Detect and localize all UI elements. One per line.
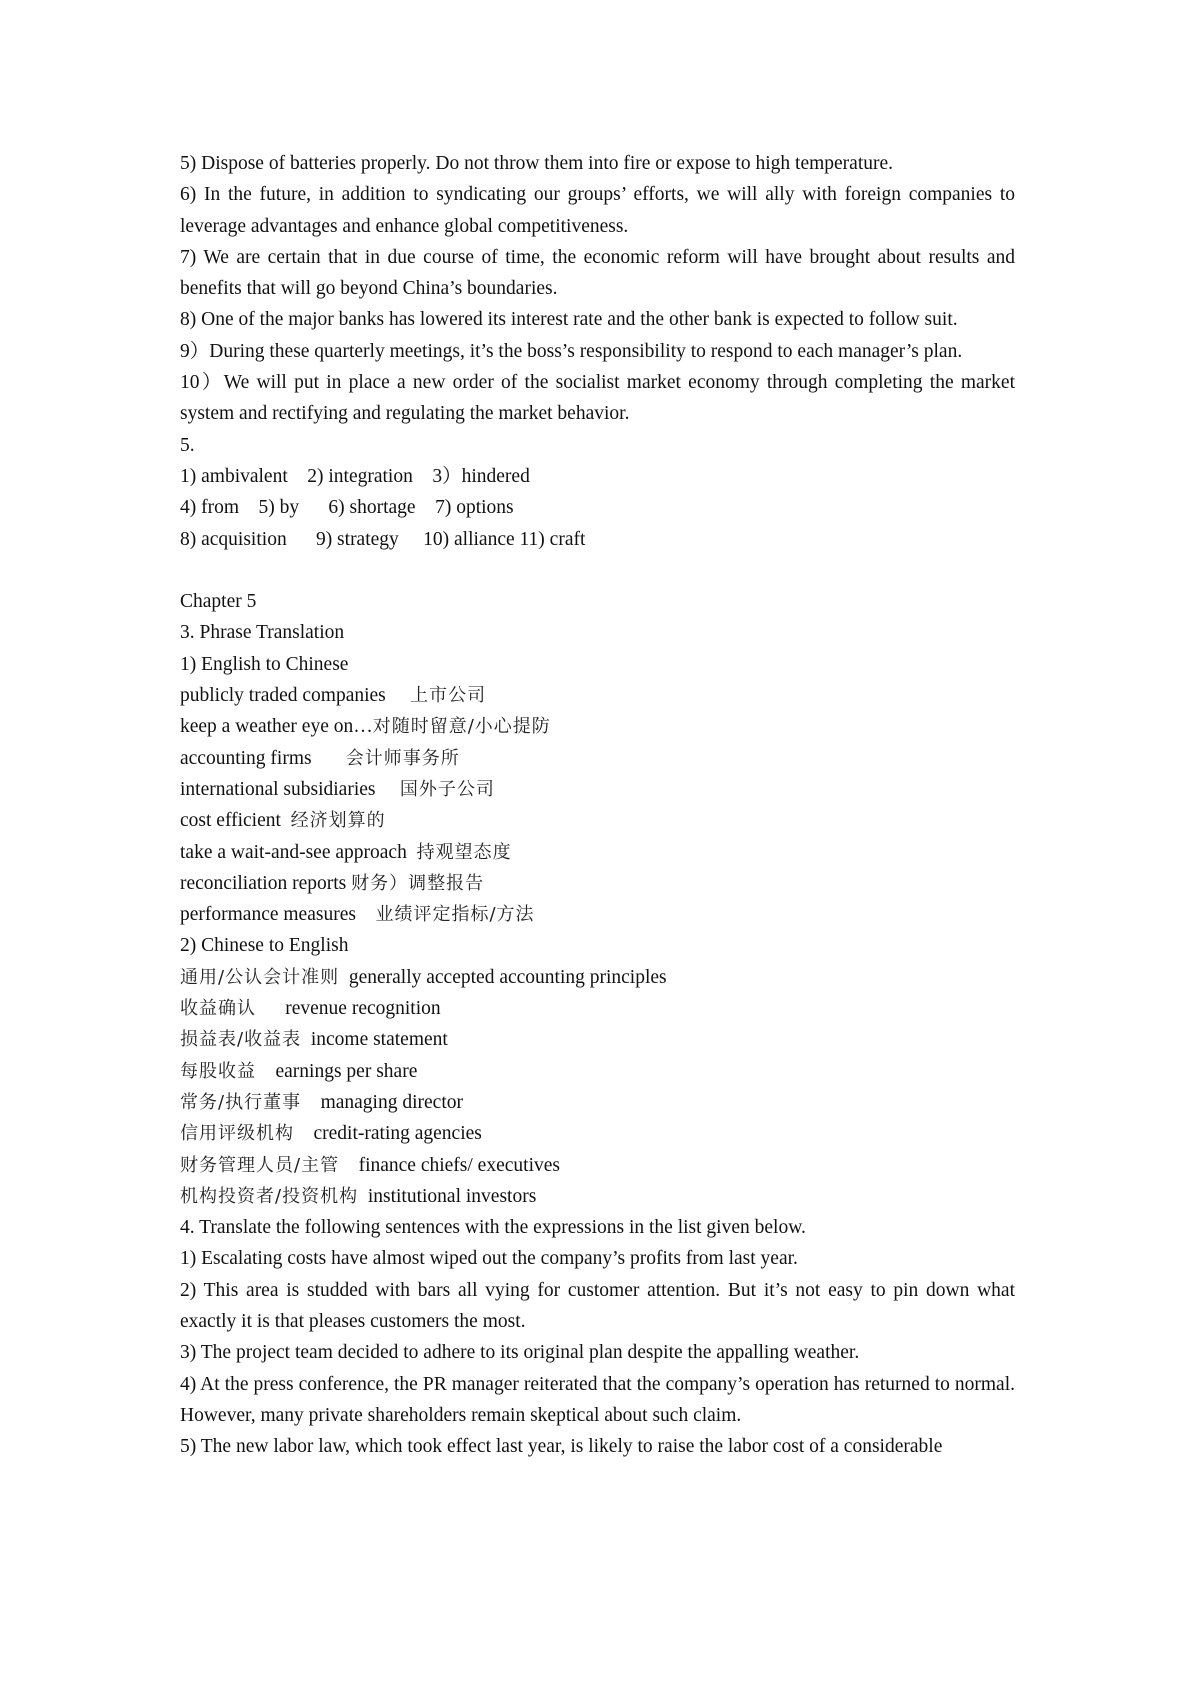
phrase-pair [180, 680, 1015, 711]
chinese-phrase: 国外子公司 [399, 778, 495, 800]
phrase-pair [180, 837, 1015, 868]
phrase-pair [180, 868, 1015, 899]
chinese-phrase: 会计师事务所 [345, 747, 460, 769]
chinese-phrase: 每股收益 [180, 1060, 256, 1082]
sentence-4-7: 7) We are certain that in due course of time, the economic reform will have brought about results and benefits that will go beyond China’s boundaries. [180, 246, 1015, 300]
chinese-phrase: 上市公司 [410, 685, 487, 707]
chinese-phrase: 对随时留意/小心提防 [372, 716, 551, 738]
english-to-chinese-heading: 1) English to Chinese [180, 653, 349, 675]
chapter-title: Chapter 5 [180, 591, 257, 613]
chinese-phrase: 财务）调整报告 [351, 872, 485, 894]
english-phrase: managing director [301, 1091, 463, 1113]
translate-sentence: 3) The project team decided to adhere to its original plan despite the appalling weather. [180, 1342, 860, 1364]
phrase-pair [180, 743, 1015, 774]
phrase-pair [180, 1118, 1015, 1149]
phrase-pair [180, 899, 1015, 930]
english-phrase: revenue recognition [256, 998, 441, 1020]
phrase-pair [180, 774, 1015, 805]
english-phrase: institutional investors [358, 1185, 537, 1207]
answer-row-1: 1) ambivalent 2) integration 3）hindered [180, 465, 530, 487]
chinese-phrase: 机构投资者/投资机构 [180, 1185, 359, 1207]
answer-row-3: 8) acquisition 9) strategy 10) alliance 11) craft [180, 528, 586, 550]
chinese-phrase: 信用评级机构 [180, 1123, 294, 1145]
english-phrase: income statement [301, 1029, 448, 1051]
chinese-phrase: 持观望态度 [416, 841, 512, 863]
section-5-heading: 5. [180, 434, 195, 456]
english-phrase: performance measures [180, 904, 376, 926]
english-phrase: accounting firms [180, 747, 346, 769]
document-page [180, 148, 1015, 1462]
translate-heading: 4. Translate the following sentences with the expressions in the list given below. [180, 1217, 806, 1239]
chinese-phrase: 通用/公认会计准则 [180, 966, 340, 988]
phrase-pair [180, 1150, 1015, 1181]
spacer [180, 555, 1015, 586]
translate-sentence: 5) The new labor law, which took effect last year, is likely to raise the labor cost of a considerable [180, 1436, 943, 1458]
sentence-4-5: 5) Dispose of batteries properly. Do not throw them into fire or expose to high temperature. [180, 153, 894, 174]
english-phrase: take a wait-and-see approach [180, 841, 417, 863]
chinese-phrase: 业绩评定指标/方法 [375, 904, 535, 926]
phrase-translation-heading: 3. Phrase Translation [180, 622, 345, 644]
english-phrase: generally accepted accounting principles [339, 966, 667, 988]
chinese-phrase: 损益表/收益表 [180, 1029, 302, 1051]
phrase-pair [180, 1056, 1015, 1087]
phrase-pair [180, 711, 1015, 742]
phrase-pair [180, 1181, 1015, 1212]
phrase-pair [180, 805, 1015, 836]
translate-sentence: 1) Escalating costs have almost wiped out the company’s profits from last year. [180, 1248, 798, 1270]
chinese-phrase: 经济划算的 [290, 810, 386, 832]
sentence-4-6: 6) In the future, in addition to syndicating our groups’ efforts, we will ally with foreign companies to leverage advantages and enhance global competitiveness. [180, 184, 1015, 237]
chinese-to-english-heading: 2) Chinese to English [180, 935, 349, 957]
english-phrase: international subsidiaries [180, 778, 400, 800]
translate-sentence: 4) At the press conference, the PR manager reiterated that the company’s operation has returned to normal. However, many private shareholders remain skeptical about such claim. [180, 1373, 1015, 1426]
phrase-pair [180, 1087, 1015, 1118]
chinese-phrase: 收益确认 [180, 998, 256, 1020]
english-phrase: publicly traded companies [180, 685, 411, 707]
translate-sentence: 2) This area is studded with bars all vying for customer attention. But it’s not easy to pin down what exactly it is that pleases customers the most. [180, 1279, 1015, 1332]
english-phrase: cost efficient [180, 810, 291, 832]
english-phrase: credit-rating agencies [294, 1123, 482, 1145]
phrase-pair [180, 993, 1015, 1024]
english-phrase: finance chiefs/ executives [339, 1154, 560, 1176]
chinese-phrase: 常务/执行董事 [180, 1091, 302, 1113]
english-phrase: earnings per share [256, 1060, 418, 1082]
sentence-4-10: 10）We will put in place a new order of the socialist market economy through completing the market system and rectifying and regulating the market behavior. [180, 372, 1015, 425]
sentence-4-8: 8) One of the major banks has lowered its interest rate and the other bank is expected to follow suit. [180, 309, 958, 331]
chinese-phrase: 财务管理人员/主管 [180, 1154, 340, 1176]
answer-row-2: 4) from 5) by 6) shortage 7) options [180, 497, 514, 519]
phrase-pair [180, 1024, 1015, 1055]
english-phrase: reconciliation reports [180, 872, 352, 894]
phrase-pair [180, 962, 1015, 993]
sentence-4-9: 9）During these quarterly meetings, it’s the boss’s responsibility to respond to each manager’s plan. [180, 340, 963, 362]
english-phrase: keep a weather eye on… [180, 716, 373, 738]
